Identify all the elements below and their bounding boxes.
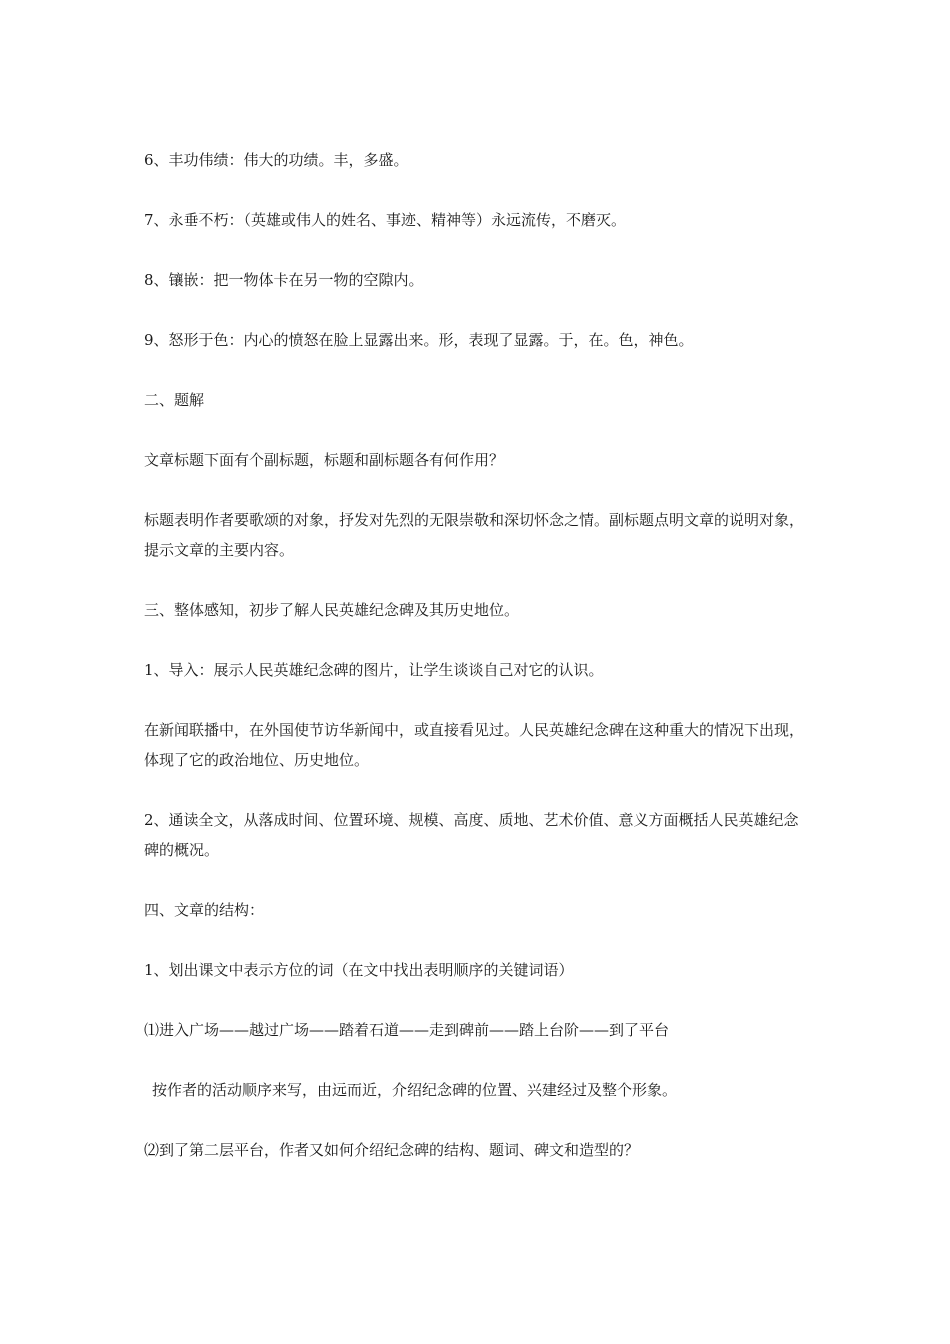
paragraph-item-8: 8、镶嵌：把一物体卡在另一物的空隙内。	[144, 271, 424, 289]
paragraph-item-6: 6、丰功伟绩：伟大的功绩。丰，多盛。	[144, 151, 409, 169]
sequence-explanation: 按作者的活动顺序来写，由远而近，介绍纪念碑的位置、兴建经过及整个形象。	[152, 1081, 678, 1099]
step-intro-paragraph: 1、导入：展示人民英雄纪念碑的图片，让学生谈谈自己对它的认识。	[144, 661, 604, 679]
paragraph-item-7: 7、永垂不朽：（英雄或伟人的姓名、事迹、精神等）永远流传，不磨灭。	[144, 211, 627, 229]
paragraph-item-9: 9、怒形于色：内心的愤怒在脸上显露出来。形，表现了显露。于，在。色，神色。	[144, 331, 694, 349]
section-heading-structure: 四、文章的结构：	[144, 901, 265, 919]
question-paragraph: 文章标题下面有个副标题，标题和副标题各有何作用？	[144, 451, 505, 469]
section-heading-title-analysis: 二、题解	[144, 391, 205, 409]
structure-question-2: ⑵到了第二层平台，作者又如何介绍纪念碑的结构、题词、碑文和造型的？	[144, 1141, 640, 1159]
document-body	[144, 145, 810, 1195]
explanation-paragraph: 在新闻联播中，在外国使节访华新闻中，或直接看见过。人民英雄纪念碑在这种重大的情况下出现，体现了它的政治地位、历史地位。	[144, 721, 805, 769]
structure-step-1: 1、划出课文中表示方位的词（在文中找出表明顺序的关键词语）	[144, 961, 574, 979]
answer-paragraph: 标题表明作者要歌颂的对象，抒发对先烈的无限崇敬和深切怀念之情。副标题点明文章的说明对象，提示文章的主要内容。	[144, 511, 805, 559]
step-read-paragraph: 2、通读全文，从落成时间、位置环境、规模、高度、质地、艺术价值、意义方面概括人民英雄纪念碑的概况。	[144, 811, 799, 859]
section-heading-overall-perception: 三、整体感知，初步了解人民英雄纪念碑及其历史地位。	[144, 601, 520, 619]
sequence-line: ⑴进入广场——越过广场——踏着石道——走到碑前——踏上台阶——到了平台	[144, 1021, 670, 1039]
